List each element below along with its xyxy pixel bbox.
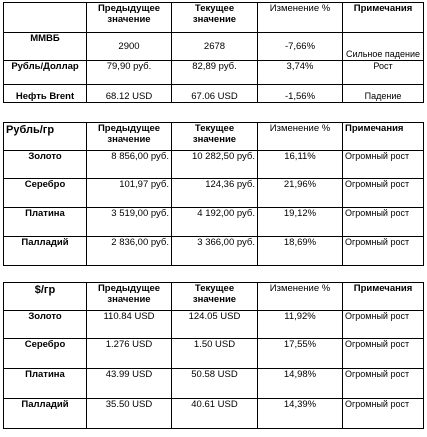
row-cur: 67.06 USD [172, 85, 258, 103]
row-note: Огромный рост [343, 311, 424, 339]
row-prev: 43.99 USD [87, 369, 172, 399]
row-change: -1,56% [258, 85, 343, 103]
header-current-value: Текущее значение [172, 123, 258, 151]
row-prev: 68.12 USD [87, 85, 172, 103]
header-current-value: Текущее значение [172, 283, 258, 311]
row-change: 19,12% [258, 208, 343, 237]
header-change-percent: Изменение % [258, 3, 343, 33]
row-prev: 79,90 руб. [87, 61, 172, 85]
row-cur: 124.05 USD [172, 311, 258, 339]
row-note: Рост [343, 61, 424, 85]
row-name: Платина [4, 369, 87, 399]
row-note: Падение [343, 85, 424, 103]
row-cur: 40.61 USD [172, 399, 258, 429]
row-note: Огромный рост [343, 179, 424, 208]
row-note: Огромный рост [343, 369, 424, 399]
row-note: Огромный рост [343, 151, 424, 179]
spacer-cell [343, 266, 424, 283]
header-prev-value: Предыдущее значение [87, 3, 172, 33]
row-name: Нефть Brent [4, 85, 87, 103]
header-change-percent: Изменение % [258, 283, 343, 311]
row-name: Золото [4, 151, 87, 179]
row-change: 21,96% [258, 179, 343, 208]
row-name: ММВБ [4, 33, 87, 61]
row-change: 14,98% [258, 369, 343, 399]
row-cur: 1.50 USD [172, 339, 258, 369]
row-cur: 82,89 руб. [172, 61, 258, 85]
row-name: Платина [4, 208, 87, 237]
table-row [4, 369, 424, 399]
header-prev-value: Предыдущее значение [87, 123, 172, 151]
row-cur: 124,36 руб. [172, 179, 258, 208]
row-cur: 2678 [172, 33, 258, 61]
header-notes: Примечания [343, 3, 424, 33]
table-row [4, 61, 424, 85]
row-note: Огромный рост [343, 399, 424, 429]
table-header-row [4, 283, 424, 311]
row-change: 3,74% [258, 61, 343, 85]
table-row [4, 339, 424, 369]
table-row [4, 399, 424, 429]
row-prev: 35.50 USD [87, 399, 172, 429]
row-name: Палладий [4, 237, 87, 266]
spacer-cell [258, 266, 343, 283]
row-prev: 110.84 USD [87, 311, 172, 339]
table-row [4, 311, 424, 339]
header-prev-value: Предыдущее значение [87, 283, 172, 311]
row-name: Серебро [4, 179, 87, 208]
row-prev: 2 836,00 руб. [87, 237, 172, 266]
table-row [4, 179, 424, 208]
header-notes: Примечания [343, 283, 424, 311]
row-note: Огромный рост [343, 237, 424, 266]
row-name: Рубль/Доллар [4, 61, 87, 85]
header-current-value: Текущее значение [172, 3, 258, 33]
table-row [4, 151, 424, 179]
row-cur: 3 366,00 руб. [172, 237, 258, 266]
spacer-cell [87, 266, 172, 283]
metals-usd-table [3, 282, 424, 429]
row-cur: 10 282,50 руб. [172, 151, 258, 179]
spacer-cell [4, 266, 87, 283]
header-notes: Примечания [343, 123, 424, 151]
table-spacer-row [4, 266, 424, 283]
row-name: Серебро [4, 339, 87, 369]
metals-rub-table [3, 122, 424, 283]
row-change: 11,92% [258, 311, 343, 339]
row-note: Сильное падение [343, 33, 424, 61]
row-prev: 3 519,00 руб. [87, 208, 172, 237]
row-change: 14,39% [258, 399, 343, 429]
row-prev: 101,97 руб. [87, 179, 172, 208]
table-row [4, 33, 424, 61]
row-cur: 50.58 USD [172, 369, 258, 399]
table-header-row [4, 3, 424, 33]
table-row [4, 237, 424, 266]
table-row [4, 85, 424, 103]
row-prev: 2900 [87, 33, 172, 61]
row-change: 18,69% [258, 237, 343, 266]
market-indicators-table [3, 2, 424, 103]
header-change-percent: Изменение % [258, 123, 343, 151]
row-cur: 4 192,00 руб. [172, 208, 258, 237]
row-name: Палладий [4, 399, 87, 429]
header-unit-label: $/гр [4, 283, 87, 311]
header-unit-label: Рубль/гр [4, 123, 87, 151]
table-row [4, 208, 424, 237]
spacer-cell [172, 266, 258, 283]
row-change: 16,11% [258, 151, 343, 179]
header-cell-empty [4, 3, 87, 33]
row-change: -7,66% [258, 33, 343, 61]
row-note: Огромный рост [343, 339, 424, 369]
row-change: 17,55% [258, 339, 343, 369]
row-prev: 8 856,00 руб. [87, 151, 172, 179]
row-name: Золото [4, 311, 87, 339]
row-note: Огромный рост [343, 208, 424, 237]
table-header-row [4, 123, 424, 151]
row-prev: 1.276 USD [87, 339, 172, 369]
